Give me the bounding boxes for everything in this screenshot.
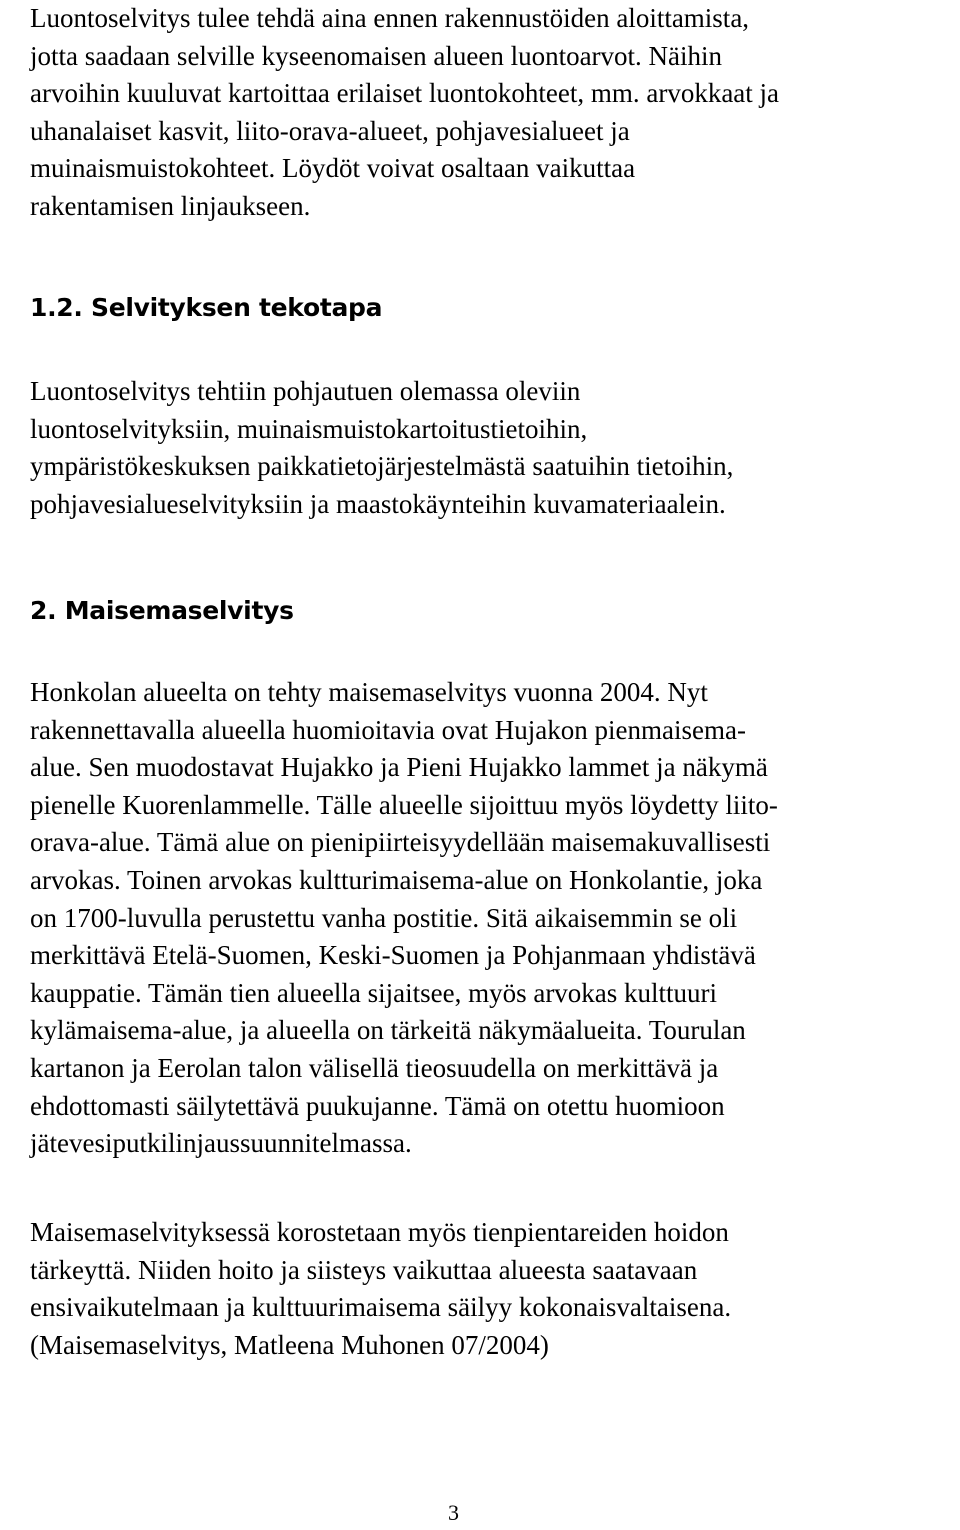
section-2-paragraph-2: Maisemaselvityksessä korostetaan myös tienpientareiden hoidon tärkeyttä. Niiden hoito ja siisteys vaikuttaa alueesta saatavaan ensivaikutelmaan ja kulttuurimaisema säilyy kokonaisvaltaisena. (Maisemaselvitys, Matleena Muhonen 07/2004): [30, 1217, 732, 1360]
section-1-2-heading: 1.2. Selvityksen tekotapa: [30, 293, 383, 322]
section-1-2-paragraph: Luontoselvitys tehtiin pohjautuen olemassa oleviin luontoselvityksiin, muinaismuistokartoitustietoihin, ympäristökeskuksen paikkatietojärjestelmästä saatuihin tietoihin, pohjavesialueselvityksiin ja maastokäynteihin kuvamateriaalein.: [30, 376, 734, 519]
section-2-heading: 2. Maisemaselvitys: [30, 596, 294, 625]
document-page: [30, 0, 950, 1360]
page-number: 3: [448, 1500, 459, 1525]
section-2-paragraph-1: Honkolan alueelta on tehty maisemaselvitys vuonna 2004. Nyt rakennettavalla alueella huomioitavia ovat Hujakon pienmaisema- alue. Sen muodostavat Hujakko ja Pieni Hujakko lammet ja näkymä pienelle Kuorenlammelle. Tälle alueelle sijoittuu myös löydetty liito- orava-alue. Tämä alue on pienipiirteisyydellään maisemakuvallisesti arvokas. Toinen arvokas kultturimaisema-alue on Honkolantie, joka on 1700-luvulla perustettu vanha postitie. Sitä aikaisemmin se oli merkittävä Etelä-Suomen, Keski-Suomen ja Pohjanmaan yhdistävä kauppatie. Tämän tien alueella sijaitsee, myös arvokas kulttuuri kylämaisema-alue, ja alueella on tärkeitä näkymäalueita. Tourulan kartanon ja Eerolan talon välisellä tieosuudella on merkittävä ja ehdottomasti säilytettävä puukujanne. Tämä on otettu huomioon jätevesiputkilinjaussuunnitelmassa.: [30, 677, 778, 1159]
intro-paragraph: Luontoselvitys tulee tehdä aina ennen rakennustöiden aloittamista, jotta saadaan selville kyseenomaisen alueen luontoarvot. Näihin arvoihin kuuluvat kartoittaa erilaiset luontokohteet, mm. arvokkaat ja uhanalaiset kasvit, liito-orava-alueet, pohjavesialueet ja muinaismuistokohteet. Löydöt voivat osaltaan vaikuttaa rakentamisen linjaukseen.: [30, 3, 780, 221]
